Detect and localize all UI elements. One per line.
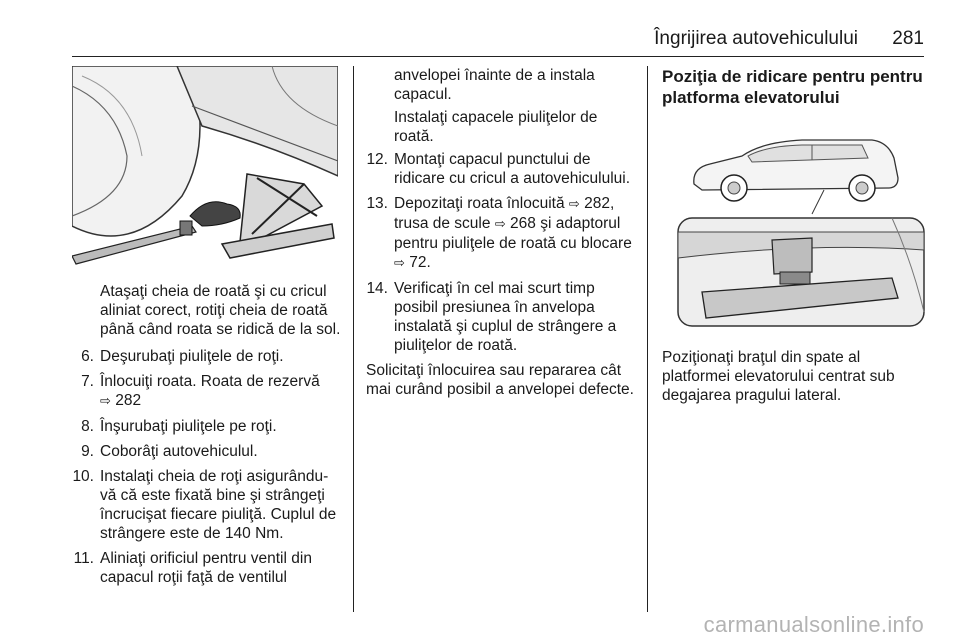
column-3	[662, 66, 926, 405]
step-number: 8.	[81, 418, 94, 435]
list-item	[72, 467, 342, 543]
step-number: 6.	[81, 348, 94, 365]
closing-paragraph: Solicitaţi înlocuirea sau repararea cât mai curând posibil a anvelopei defecte.	[366, 362, 634, 398]
lift-paragraph: Poziţionaţi braţul din spate al platformei elevatorului centrat sub degajarea pragului lateral.	[662, 349, 895, 404]
step-number: 10.	[72, 468, 94, 485]
page-reference[interactable]: 72	[409, 254, 427, 271]
step-text: .	[426, 254, 431, 271]
header-title: Îngrijirea autovehiculului	[654, 28, 858, 49]
step-text: Aliniaţi orificiul pentru ventil din capacul roţii faţă de ventilul	[100, 550, 312, 586]
list-item	[72, 549, 342, 587]
page-reference[interactable]: 268	[510, 215, 536, 232]
column-divider-1	[353, 66, 354, 612]
step-number: 12.	[366, 151, 388, 168]
step-text: Deşurubaţi piuliţele de roţi.	[100, 348, 284, 365]
step-text: Depozitaţi roata înlocuită	[394, 195, 565, 212]
list-item	[366, 150, 636, 188]
step-text: , trusa de scule	[394, 195, 615, 232]
step-number: 11.	[73, 550, 94, 567]
page-header	[72, 24, 924, 56]
jack-illustration	[72, 66, 338, 272]
page-reference[interactable]: 282	[584, 195, 611, 212]
lift-position-illustration	[662, 122, 926, 328]
column-2	[366, 66, 636, 399]
intro-paragraph: Ataşaţi cheia de roată şi cu cricul aliniat corect, rotiţi cheia de roată până când roata se ridică de la sol.	[100, 283, 341, 338]
page-number: 281	[892, 28, 924, 49]
step-text: Înlocuiţi roata. Roata de rezervă	[100, 373, 320, 390]
step-number: 13.	[366, 195, 388, 212]
step-text: Montaţi capacul punctului de ridicare cu cricul a autovehiculului.	[394, 151, 631, 187]
step-text: Verificaţi în cel mai scurt timp posibil presiunea în anvelopa instalată şi cuplul de strângere a piuliţelor de roată.	[394, 280, 617, 354]
list-item	[72, 347, 342, 366]
step-text: Înşurubaţi piuliţele pe roţi.	[100, 418, 277, 435]
steps-list-2	[366, 150, 636, 355]
list-item	[366, 279, 636, 355]
step-text: şi adaptorul pentru piuliţele de roată cu blocare	[394, 215, 632, 252]
list-item	[72, 442, 342, 461]
list-item	[72, 417, 342, 436]
continued-paragraph: anvelopei înainte de a instala capacul.	[394, 67, 595, 103]
list-item	[72, 372, 342, 411]
step-text: Coborâţi autovehiculul.	[100, 443, 258, 460]
reference-arrow-icon: ⇨	[394, 256, 405, 271]
steps-list-1	[72, 347, 342, 587]
list-item	[366, 194, 636, 273]
header-rule	[72, 56, 924, 57]
page-reference[interactable]: 282	[115, 392, 142, 409]
step-number: 14.	[366, 280, 388, 297]
step-text: Instalaţi cheia de roţi asigurându-vă că este fixată bine şi strângeţi încrucişat fiecare piuliţă. Cuplul de strângere este de 140 Nm.	[100, 468, 337, 542]
step-number: 7.	[81, 373, 94, 390]
column-1	[72, 66, 342, 593]
reference-arrow-icon: ⇨	[494, 217, 506, 232]
section-heading: Poziţia de ridicare pentru pentru platforma elevatorului	[662, 67, 923, 107]
watermark[interactable]: carmanualsonline.info	[703, 612, 924, 637]
reference-arrow-icon: ⇨	[100, 394, 111, 409]
step-number: 9.	[81, 443, 94, 460]
column-divider-2	[647, 66, 648, 612]
continued-paragraph-2: Instalaţi capacele piuliţelor de roată.	[394, 109, 598, 145]
reference-arrow-icon: ⇨	[568, 197, 580, 212]
